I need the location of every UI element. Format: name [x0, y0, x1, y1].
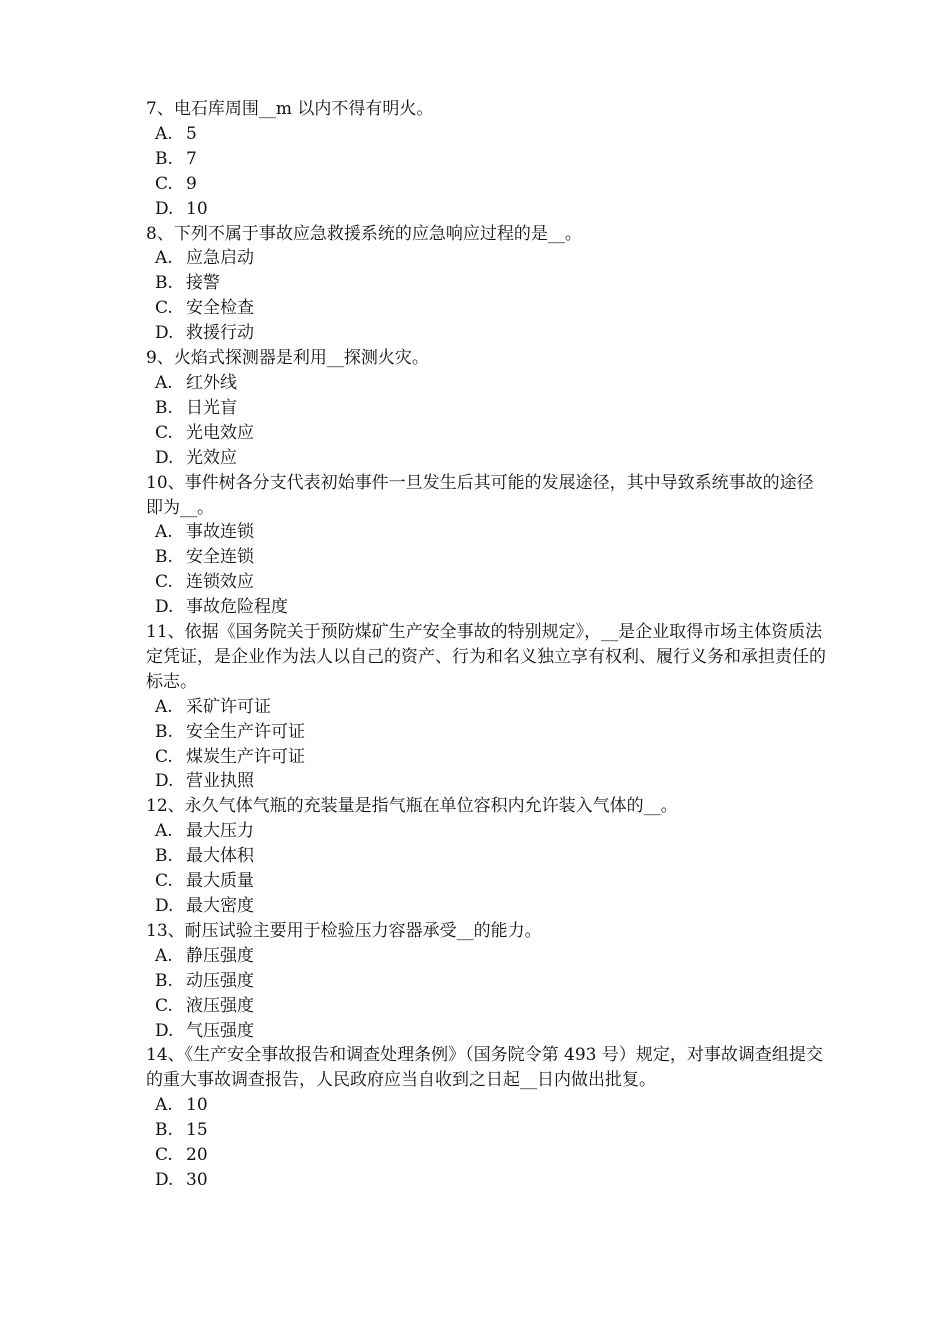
- option-list: [146, 695, 826, 795]
- option-letter: A.: [155, 696, 173, 717]
- option-letter: C.: [155, 422, 173, 443]
- option-text: 静压强度: [186, 945, 254, 966]
- option-list: [146, 1093, 826, 1193]
- option-letter: B.: [155, 273, 173, 294]
- option-letter: A.: [155, 248, 173, 269]
- option-letter: D.: [155, 597, 174, 618]
- option-item: [146, 446, 826, 471]
- question-block: [146, 1043, 826, 1192]
- option-text: 安全连锁: [186, 547, 254, 568]
- option-text: 5: [186, 123, 197, 144]
- question-text: 7、电石库周围__m 以内不得有明火。: [146, 99, 434, 119]
- option-text: 最大体积: [186, 846, 254, 867]
- option-item: [146, 1093, 826, 1118]
- option-text: 10: [186, 1095, 208, 1116]
- option-list: [146, 122, 826, 222]
- option-item: [146, 570, 826, 595]
- option-item: [146, 271, 826, 296]
- option-letter: B.: [155, 547, 173, 568]
- option-letter: B.: [155, 970, 173, 991]
- option-letter: C.: [155, 746, 173, 767]
- option-item: [146, 1168, 826, 1193]
- option-item: [146, 969, 826, 994]
- option-text: 事故连锁: [186, 522, 254, 543]
- option-item: [146, 122, 826, 147]
- option-text: 20: [186, 1145, 208, 1166]
- option-item: [146, 944, 826, 969]
- question-block: [146, 97, 826, 222]
- option-item: [146, 371, 826, 396]
- option-text: 光电效应: [186, 422, 254, 443]
- question-text: 11、依据《国务院关于预防煤矿生产安全事故的特别规定》，__是企业取得市场主体资质法定凭证，是企业作为法人以自己的资产、行为和名义独立享有权利、履行义务和承担责任的标志。: [146, 622, 826, 692]
- question-block: [146, 794, 826, 919]
- option-letter: A.: [155, 123, 173, 144]
- option-letter: B.: [155, 397, 173, 418]
- question-text: 12、永久气体气瓶的充装量是指气瓶在单位容积内允许装入气体的__。: [146, 796, 678, 817]
- option-list: [146, 246, 826, 346]
- option-item: [146, 844, 826, 869]
- question-text: 13、耐压试验主要用于检验压力容器承受__的能力。: [146, 920, 542, 941]
- option-item: [146, 1118, 826, 1143]
- option-item: [146, 894, 826, 919]
- option-text: 30: [186, 1169, 208, 1190]
- option-item: [146, 545, 826, 570]
- option-item: [146, 720, 826, 745]
- question-block: [146, 620, 826, 794]
- option-letter: C.: [155, 871, 173, 892]
- option-text: 7: [186, 148, 197, 169]
- question-block: [146, 919, 826, 1044]
- option-item: [146, 246, 826, 271]
- question-block: [146, 346, 826, 471]
- option-text: 安全检查: [186, 298, 254, 319]
- option-item: [146, 172, 826, 197]
- option-letter: C.: [155, 1145, 173, 1166]
- option-list: [146, 371, 826, 471]
- option-list: [146, 520, 826, 620]
- option-letter: D.: [155, 896, 174, 916]
- option-letter: D.: [155, 1020, 174, 1041]
- option-text: 15: [186, 1120, 208, 1141]
- option-item: [146, 695, 826, 720]
- option-letter: D.: [155, 323, 174, 344]
- option-item: [146, 421, 826, 446]
- option-letter: B.: [155, 1120, 173, 1141]
- option-text: 红外线: [186, 372, 237, 393]
- option-text: 9: [186, 173, 197, 194]
- question-block: [146, 471, 826, 620]
- option-item: [146, 869, 826, 894]
- option-item: [146, 595, 826, 620]
- document-page: [146, 97, 826, 1193]
- option-letter: C.: [155, 298, 173, 319]
- option-item: [146, 296, 826, 321]
- option-text: 应急启动: [186, 248, 254, 269]
- option-item: [146, 147, 826, 172]
- option-text: 液压强度: [186, 995, 254, 1016]
- option-item: [146, 197, 826, 222]
- option-letter: C.: [155, 995, 173, 1016]
- option-letter: D.: [155, 198, 174, 219]
- option-item: [146, 1143, 826, 1168]
- option-text: 煤炭生产许可证: [186, 746, 305, 767]
- question-text: 14、《生产安全事故报告和调查处理条例》（国务院令第 493 号）规定，对事故调查组提交的重大事故调查报告，人民政府应当自收到之日起__日内做出批复。: [146, 1045, 823, 1091]
- option-letter: D.: [155, 771, 174, 792]
- option-item: [146, 769, 826, 794]
- option-text: 营业执照: [186, 771, 254, 792]
- option-list: [146, 944, 826, 1044]
- option-text: 救援行动: [186, 323, 254, 344]
- option-text: 最大压力: [186, 821, 254, 842]
- option-item: [146, 745, 826, 770]
- option-text: 10: [186, 198, 208, 219]
- option-letter: A.: [155, 821, 173, 842]
- option-text: 采矿许可证: [186, 696, 271, 717]
- option-text: 接警: [186, 273, 220, 294]
- option-item: [146, 321, 826, 346]
- option-text: 连锁效应: [186, 572, 254, 593]
- option-item: [146, 994, 826, 1019]
- option-text: 气压强度: [186, 1020, 254, 1041]
- option-letter: A.: [155, 1095, 173, 1116]
- option-item: [146, 1019, 826, 1044]
- option-letter: C.: [155, 173, 173, 194]
- option-text: 最大密度: [186, 896, 254, 916]
- option-letter: B.: [155, 148, 173, 169]
- option-letter: B.: [155, 846, 173, 867]
- option-item: [146, 396, 826, 421]
- option-letter: A.: [155, 945, 173, 966]
- option-letter: B.: [155, 721, 173, 742]
- option-text: 光效应: [186, 447, 237, 468]
- option-text: 事故危险程度: [186, 597, 288, 618]
- option-text: 动压强度: [186, 970, 254, 991]
- option-list: [146, 819, 826, 919]
- question-text: 8、下列不属于事故应急救援系统的应急响应过程的是__。: [146, 223, 582, 244]
- option-letter: C.: [155, 572, 173, 593]
- option-text: 日光盲: [186, 397, 237, 418]
- question-text: 9、火焰式探测器是利用__探测火灾。: [146, 348, 429, 369]
- option-item: [146, 520, 826, 545]
- option-text: 安全生产许可证: [186, 721, 305, 742]
- question-block: [146, 222, 826, 347]
- option-item: [146, 819, 826, 844]
- option-letter: D.: [155, 447, 174, 468]
- option-letter: A.: [155, 372, 173, 393]
- option-text: 最大质量: [186, 871, 254, 892]
- option-letter: A.: [155, 522, 173, 543]
- option-letter: D.: [155, 1169, 174, 1190]
- question-text: 10、事件树各分支代表初始事件一旦发生后其可能的发展途径，其中导致系统事故的途径即为__。: [146, 472, 814, 518]
